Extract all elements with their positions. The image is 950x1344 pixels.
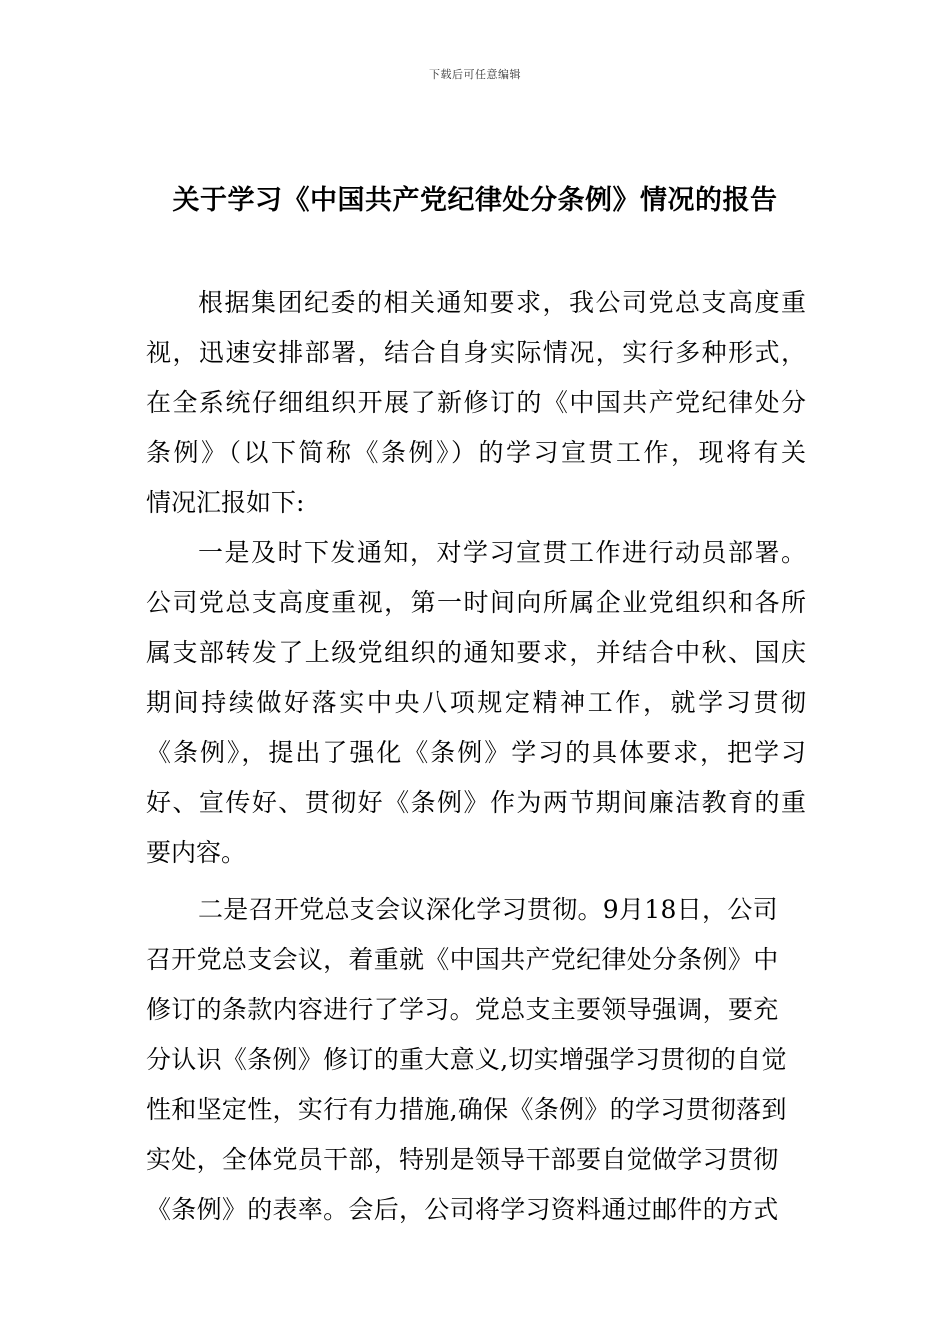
paragraph-line: 修订的条款内容进行了学习。党总支主要领导强调，要充 [146, 995, 779, 1024]
paragraph-line: 要内容。 [146, 838, 247, 867]
document-title: 关于学习《中国共产党纪律处分条例》情况的报告 [172, 185, 778, 216]
paragraph-line: 条例》（以下简称《条例》）的学习宣贯工作，现将有关 [146, 438, 806, 467]
paragraph-line: 二是召开党总支会议深化学习贯彻。9月18日，公司 [198, 895, 778, 924]
paragraph-line: 期间持续做好落实中央八项规定精神工作，就学习贯彻 [146, 688, 806, 717]
paragraph-spacer [146, 878, 806, 885]
paragraph-2 [146, 528, 806, 878]
paragraph-line: 《条例》，提出了强化《条例》学习的具体要求，把学习 [146, 738, 806, 767]
paragraph-3 [146, 885, 806, 1235]
paragraph-line: 根据集团纪委的相关通知要求，我公司党总支高度重 [198, 288, 806, 317]
paragraph-line: 分认识《条例》修订的重大意义,切实增强学习贯彻的自觉 [146, 1045, 787, 1074]
paragraph-line: 视，迅速安排部署，结合自身实际情况，实行多种形式， [146, 338, 806, 367]
paragraph-1 [146, 278, 806, 528]
paragraph-line: 一是及时下发通知，对学习宣贯工作进行动员部署。 [198, 538, 806, 567]
paragraph-line: 情况汇报如下: [146, 488, 305, 517]
header-note: 下载后可任意编辑 [429, 68, 521, 81]
paragraph-line: 好、宣传好、贯彻好《条例》作为两节期间廉洁教育的重 [146, 788, 806, 817]
paragraph-line: 《条例》的表率。会后，公司将学习资料通过邮件的方式 [146, 1195, 779, 1224]
paragraph-line: 公司党总支高度重视，第一时间向所属企业党组织和各所 [146, 588, 806, 617]
paragraph-line: 实处，全体党员干部，特别是领导干部要自觉做学习贯彻 [146, 1145, 779, 1174]
paragraph-line: 性和坚定性，实行有力措施,确保《条例》的学习贯彻落到 [146, 1095, 787, 1124]
document-body [146, 278, 806, 1235]
paragraph-line: 属支部转发了上级党组织的通知要求，并结合中秋、国庆 [146, 638, 806, 667]
paragraph-line: 召开党总支会议，着重就《中国共产党纪律处分条例》中 [146, 945, 779, 974]
paragraph-line: 在全系统仔细组织开展了新修订的《中国共产党纪律处分 [146, 388, 806, 417]
